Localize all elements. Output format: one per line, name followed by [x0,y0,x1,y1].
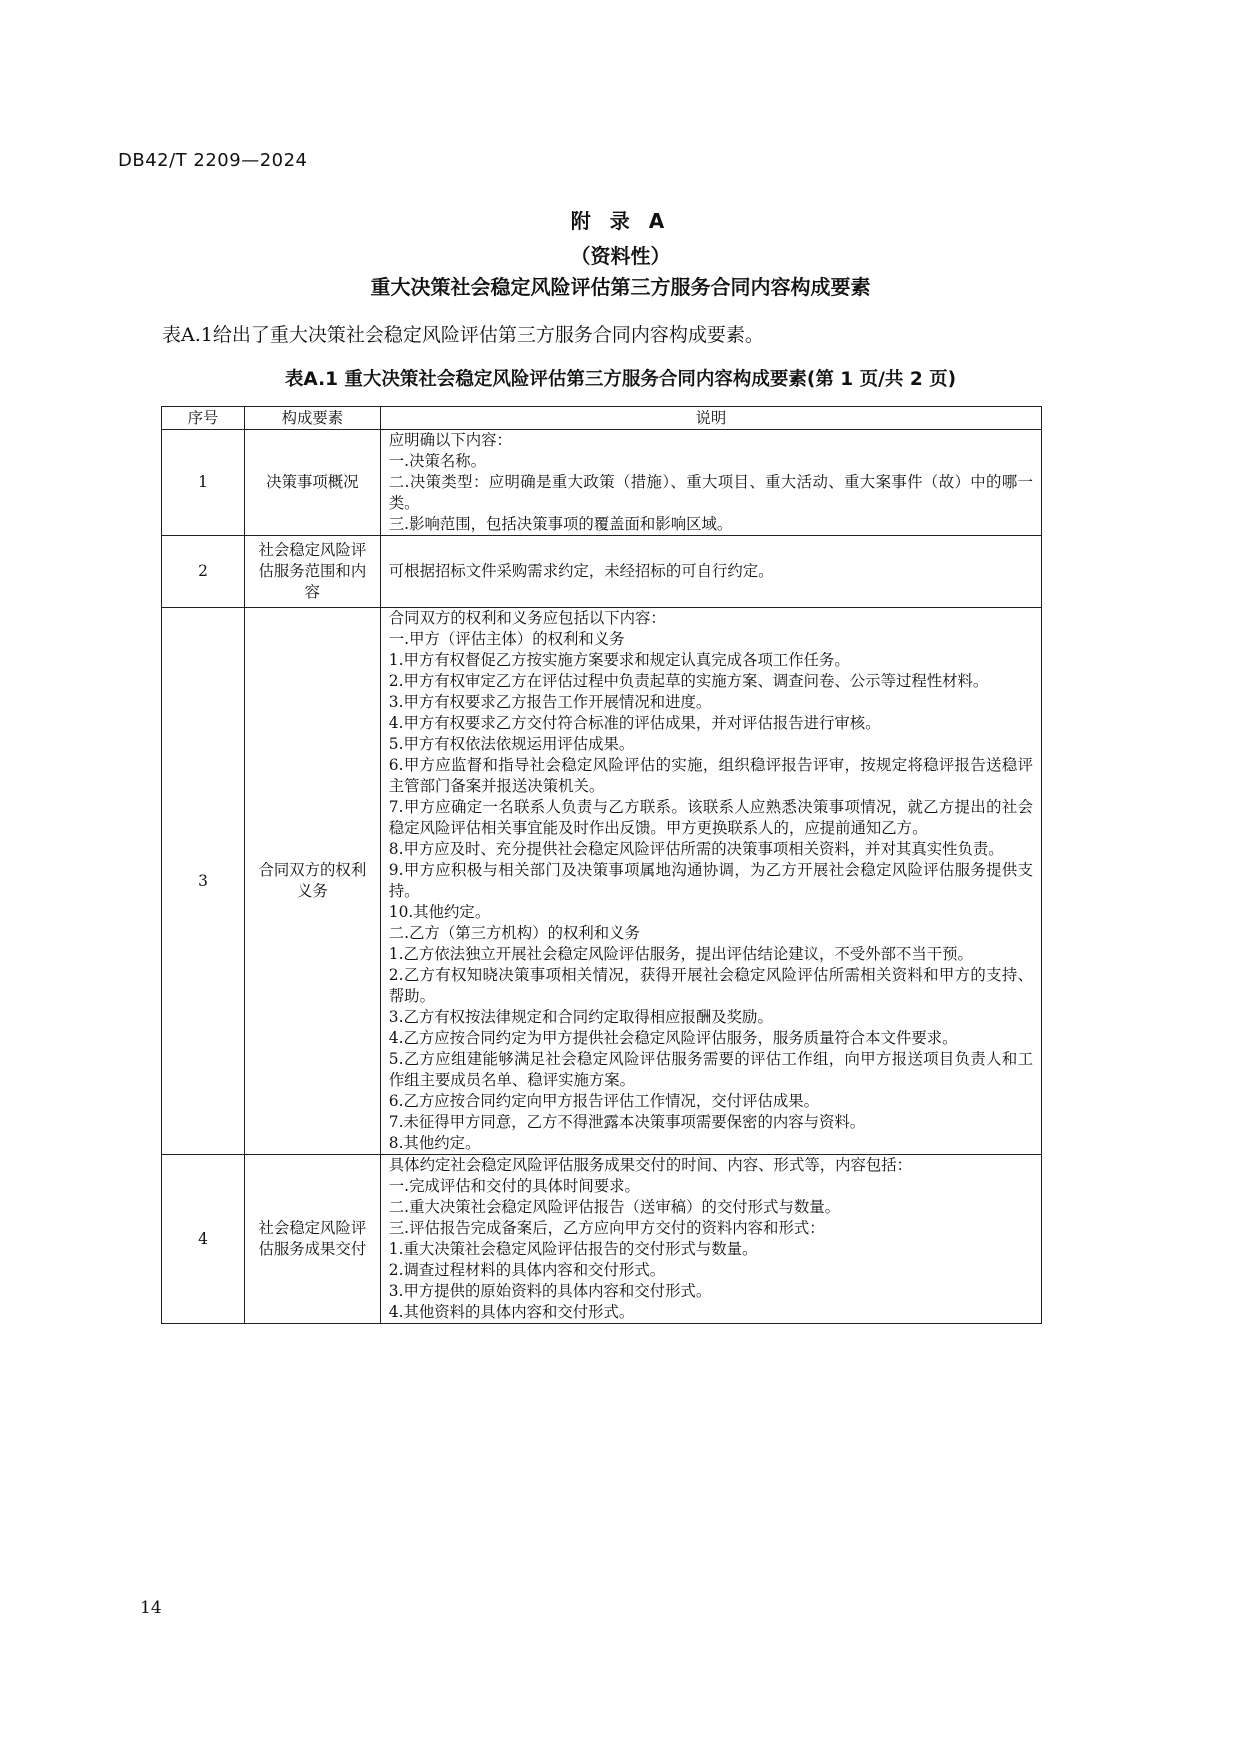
description-line: 1.甲方有权督促乙方按实施方案要求和规定认真完成各项工作任务。 [388,651,850,669]
row-number: 2 [162,536,245,608]
table-header-row [162,407,1042,430]
table-row [162,608,1042,1155]
row-description [380,608,1041,1155]
description-line: 4.乙方应按合同约定为甲方提供社会稳定风险评估服务，服务质量符合本文件要求。 [388,1029,958,1047]
description-line: 4.其他资料的具体内容和交付形式。 [388,1303,635,1321]
intro-paragraph: 表A.1给出了重大决策社会稳定风险评估第三方服务合同内容构成要素。 [162,324,764,346]
standard-code: DB42/T 2209—2024 [118,150,308,171]
row-description [380,536,1041,608]
row-number: 3 [162,608,245,1155]
table-row [162,1155,1042,1324]
description-line: 二.乙方（第三方机构）的权利和义务 [388,924,640,942]
description-line: 一.决策名称。 [388,452,487,470]
description-line: 三.影响范围，包括决策事项的覆盖面和影响区域。 [388,515,733,533]
description-line: 9.甲方应积极与相关部门及决策事项属地沟通协调，为乙方开展社会稳定风险评估服务提供支持。 [388,861,1033,900]
appendix-title: 附 录 A [570,209,671,233]
table-caption: 表A.1 重大决策社会稳定风险评估第三方服务合同内容构成要素(第 1 页/共 2 页) [284,369,957,390]
description-line: 2.甲方有权审定乙方在评估过程中负责起草的实施方案、调查问卷、公示等过程性材料。 [388,672,989,690]
description-line: 一.甲方（评估主体）的权利和义务 [388,630,625,648]
description-line: 3.甲方提供的原始资料的具体内容和交付形式。 [388,1282,712,1300]
description-line: 6.甲方应监督和指导社会稳定风险评估的实施，组织稳评报告评审，按规定将稳评报告送稳评主管部门备案并报送决策机关。 [388,756,1033,795]
row-number: 1 [162,430,245,536]
description-line: 10.其他约定。 [388,903,491,921]
row-description [380,430,1041,536]
description-line: 2.乙方有权知晓决策事项相关情况，获得开展社会稳定风险评估所需相关资料和甲方的支持、帮助。 [388,966,1033,1005]
description-line: 具体约定社会稳定风险评估服务成果交付的时间、内容、形式等，内容包括： [388,1156,913,1174]
table-row [162,536,1042,608]
description-line: 3.甲方有权要求乙方报告工作开展情况和进度。 [388,693,712,711]
description-line: 1.重大决策社会稳定风险评估报告的交付形式与数量。 [388,1240,758,1258]
description-line: 一.完成评估和交付的具体时间要求。 [388,1177,640,1195]
description-line: 二.重大决策社会稳定风险评估报告（送审稿）的交付形式与数量。 [388,1198,841,1216]
appendix-nature: （资料性） [570,244,671,268]
row-description [380,1155,1041,1324]
row-element: 合同双方的权利义务 [244,608,380,1155]
description-line: 可根据招标文件采购需求约定，未经招标的可自行约定。 [388,562,774,580]
description-line: 7.未征得甲方同意，乙方不得泄露本决策事项需要保密的内容与资料。 [388,1113,866,1131]
appendix-name: 重大决策社会稳定风险评估第三方服务合同内容构成要素 [370,275,871,299]
description-line: 8.其他约定。 [388,1134,481,1152]
description-line: 应明确以下内容： [388,431,512,449]
description-line: 1.乙方依法独立开展社会稳定风险评估服务，提出评估结论建议，不受外部不当干预。 [388,945,973,963]
header-cell-element: 构成要素 [244,407,380,430]
row-number: 4 [162,1155,245,1324]
description-line: 8.甲方应及时、充分提供社会稳定风险评估所需的决策事项相关资料，并对其真实性负责。 [388,840,1004,858]
description-line: 5.乙方应组建能够满足社会稳定风险评估服务需要的评估工作组，向甲方报送项目负责人和工作组主要成员名单、稳评实施方案。 [388,1050,1033,1089]
row-element: 社会稳定风险评估服务成果交付 [244,1155,380,1324]
description-line: 7.甲方应确定一名联系人负责与乙方联系。该联系人应熟悉决策事项情况，就乙方提出的社会稳定风险评估相关事宜能及时作出反馈。甲方更换联系人的，应提前通知乙方。 [388,798,1033,837]
description-line: 5.甲方有权依法依规运用评估成果。 [388,735,635,753]
header-cell-number: 序号 [162,407,245,430]
description-line: 6.乙方应按合同约定向甲方报告评估工作情况，交付评估成果。 [388,1092,820,1110]
page-number: 14 [140,1598,162,1618]
row-element: 社会稳定风险评估服务范围和内容 [244,536,380,608]
description-line: 4.甲方有权要求乙方交付符合标准的评估成果，并对评估报告进行审核。 [388,714,881,732]
description-line: 二.决策类型：应明确是重大政策（措施）、重大项目、重大活动、重大案事件（故）中的哪一类。 [388,473,1033,512]
description-line: 三.评估报告完成备案后，乙方应向甲方交付的资料内容和形式： [388,1219,825,1237]
table-row [162,430,1042,536]
description-line: 3.乙方有权按法律规定和合同约定取得相应报酬及奖励。 [388,1008,773,1026]
row-element: 决策事项概况 [244,430,380,536]
header-cell-description: 说明 [380,407,1041,430]
description-line: 合同双方的权利和义务应包括以下内容： [388,609,666,627]
description-line: 2.调查过程材料的具体内容和交付形式。 [388,1261,666,1279]
contract-elements-table [161,406,1042,1324]
